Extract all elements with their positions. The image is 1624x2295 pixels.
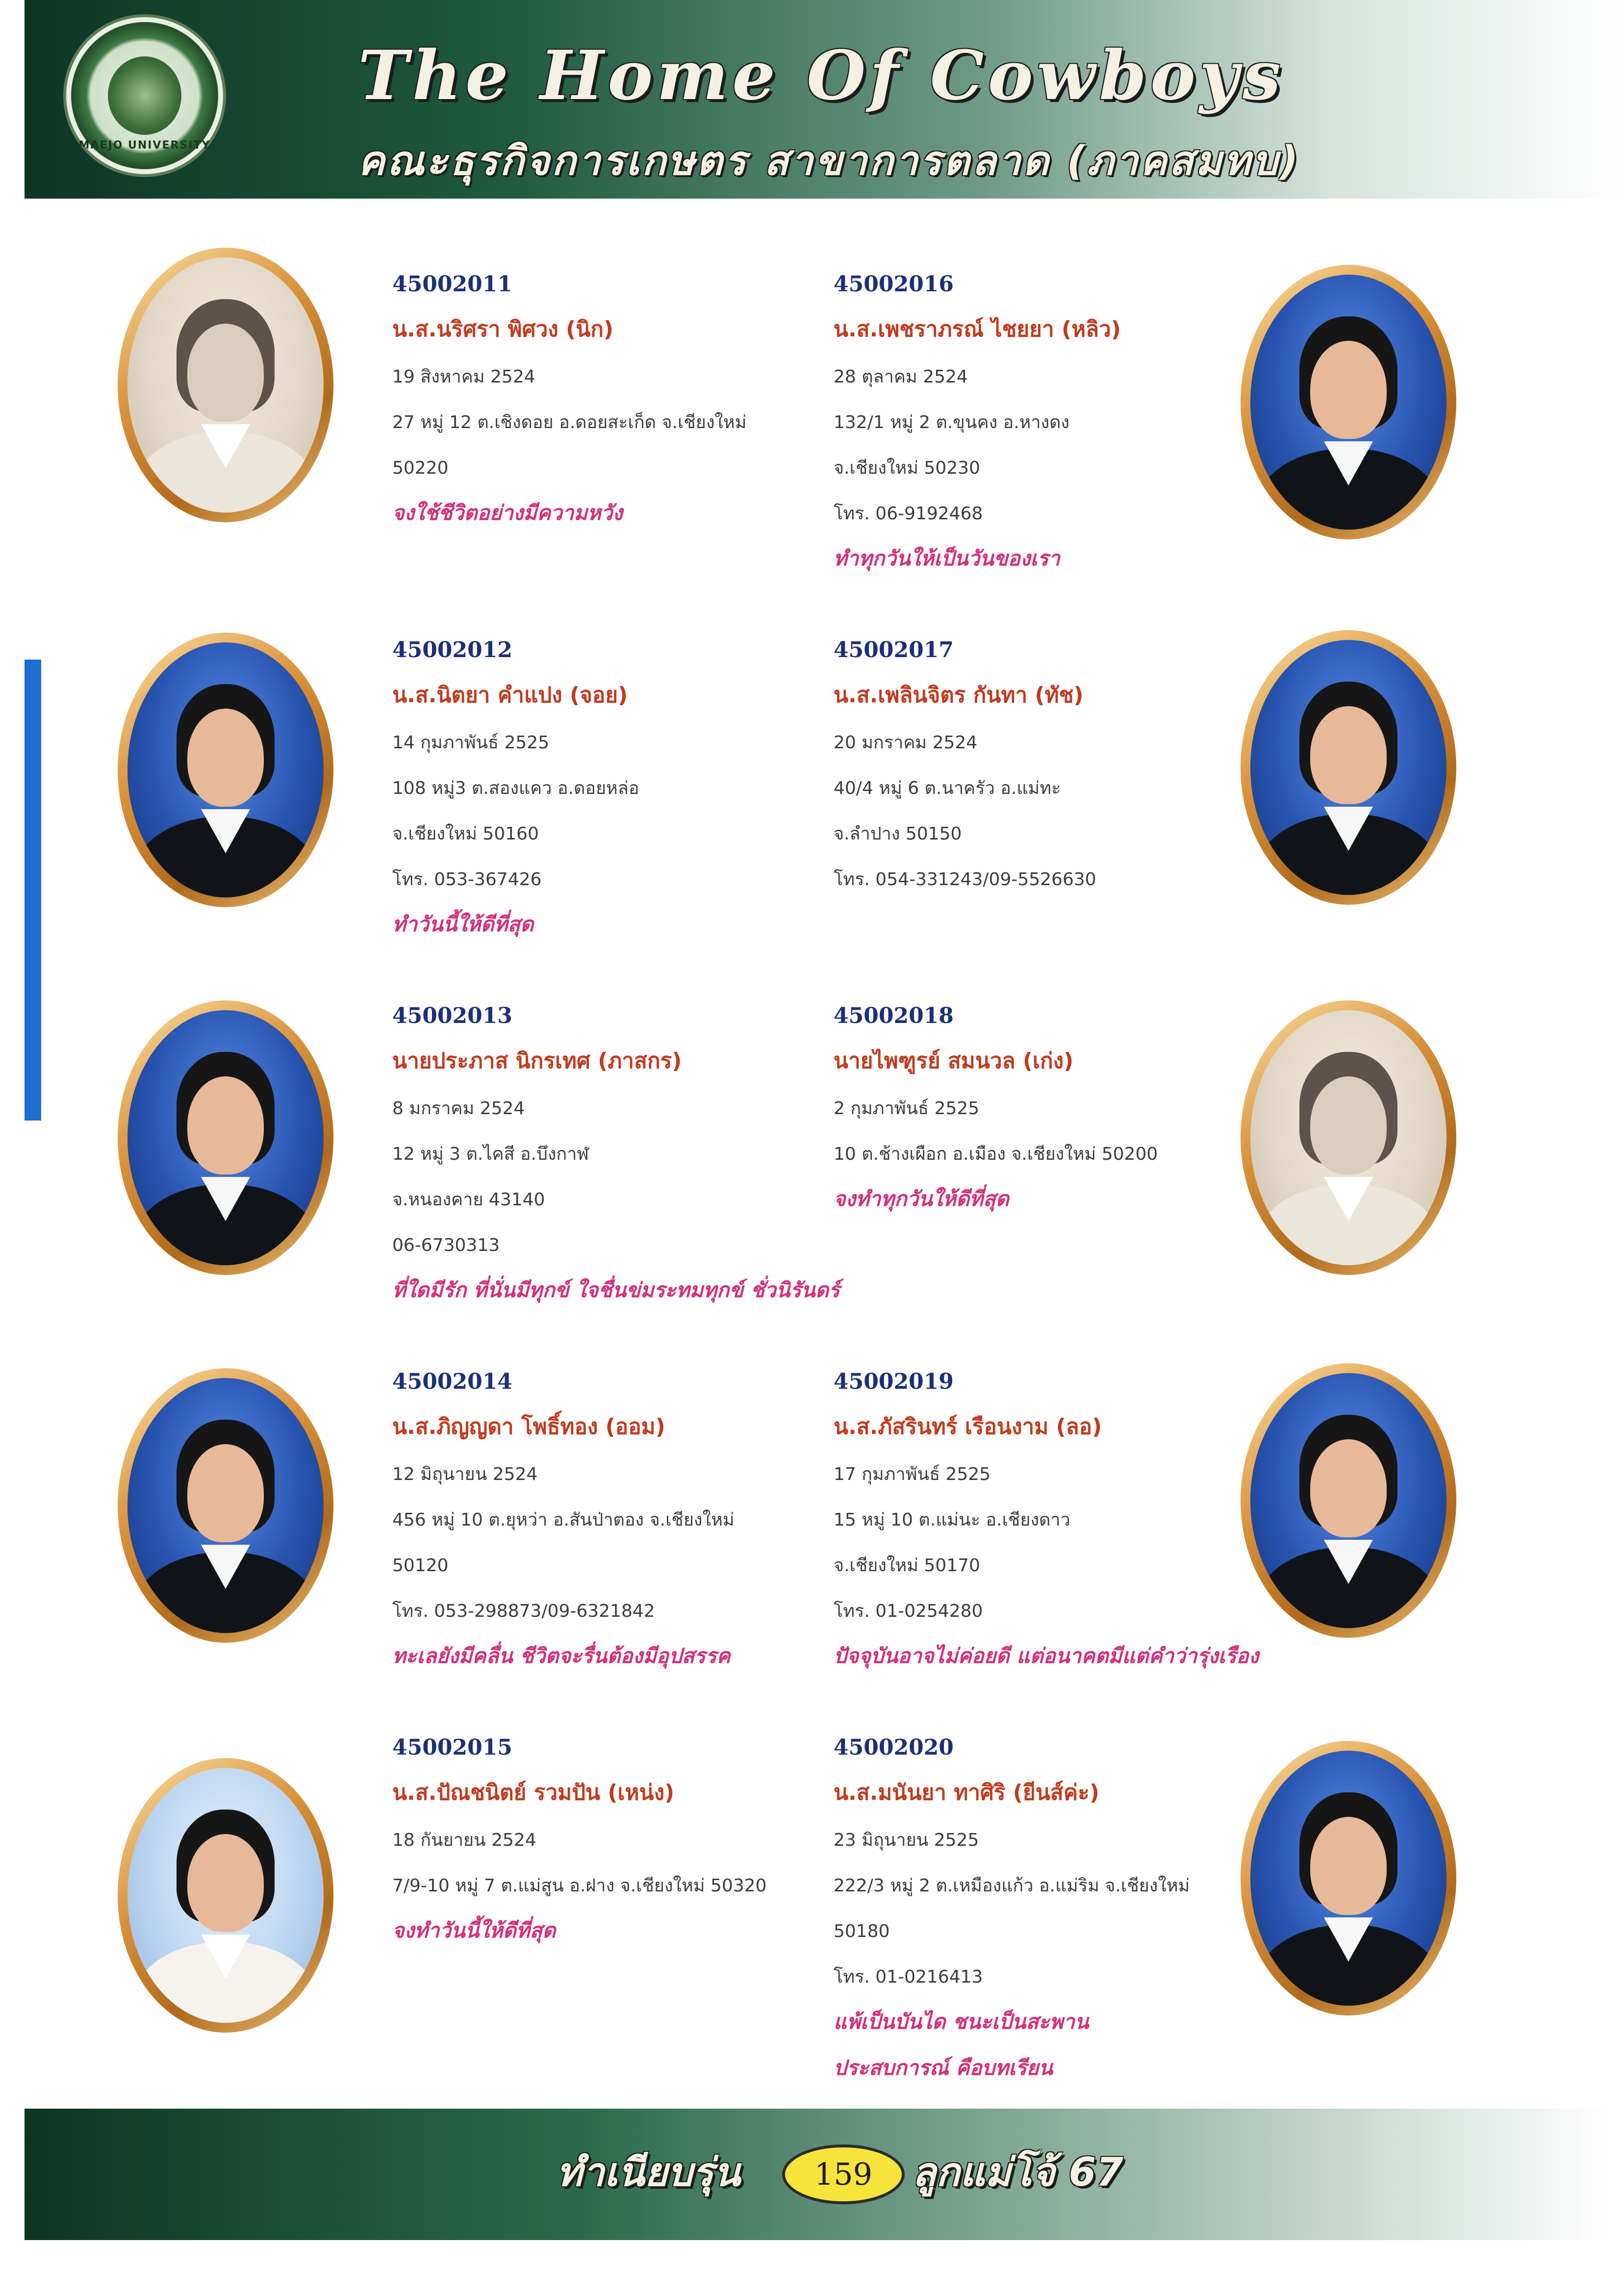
student-detail-line: 456 หมู่ 10 ต.ยุหว่า อ.สันป่าตอง จ.เชียงใหม่ (392, 1510, 735, 1530)
student-photo (127, 1010, 324, 1265)
student-detail-line: 15 หมู่ 10 ต.แม่นะ อ.เชียงดาว (834, 1510, 1070, 1530)
footer-yearbook-title: ทำเนียบรุ่น (557, 2149, 740, 2195)
student-entry (392, 1371, 824, 1666)
student-name: น.ส.ปัณชนิตย์ รวมปัน (เหน่ง) (392, 1780, 675, 1805)
portrait-frame (1241, 265, 1456, 539)
portrait-frame (1241, 1000, 1456, 1275)
student-name: น.ส.ภิญญดา โพธิ์ทอง (ออม) (392, 1414, 665, 1439)
student-detail-line: จ.เชียงใหม่ 50170 (834, 1556, 980, 1576)
student-detail-line: จ.เชียงใหม่ 50230 (834, 458, 980, 478)
university-logo-icon (71, 22, 218, 169)
student-name: นายประภาส นิกรเทศ (ภาสกร) (392, 1048, 682, 1073)
student-id: 45002017 (834, 638, 954, 663)
student-entry (392, 1737, 824, 1941)
student-motto: จงทำทุกวันให้ดีที่สุด (834, 1187, 1009, 1211)
student-photo (1250, 275, 1446, 530)
student-name: นายไพฑูรย์ สมนวล (เก่ง) (834, 1048, 1074, 1073)
student-name: น.ส.ภัสรินทร์ เรือนงาม (ลอ) (834, 1414, 1102, 1439)
portrait-frame (118, 1758, 333, 2033)
student-entry (834, 1371, 1265, 1666)
student-detail-line: 50180 (834, 1921, 890, 1941)
student-entry (834, 1737, 1265, 2078)
student-detail-line: จ.เชียงใหม่ 50160 (392, 824, 539, 844)
student-entry (392, 1003, 840, 1302)
student-detail-line: โทร. 01-0216413 (834, 1967, 983, 1987)
student-birthdate: 20 มกราคม 2524 (834, 733, 978, 753)
side-accent-bar (25, 660, 41, 1121)
student-detail-line: 132/1 หมู่ 2 ต.ขุนคง อ.หางดง (834, 412, 1070, 433)
portrait-frame (1241, 630, 1456, 905)
student-photo (127, 257, 324, 512)
student-detail-line: 50220 (392, 458, 449, 478)
student-photo (1250, 1010, 1446, 1265)
student-id: 45002015 (392, 1735, 512, 1760)
student-motto: แพ้เป็นบันได ชนะเป็นสะพาน (834, 2010, 1089, 2034)
student-birthdate: 14 กุมภาพันธ์ 2525 (392, 733, 550, 753)
portrait-frame (118, 633, 333, 907)
student-name: น.ส.นริศรา พิศวง (นิก) (392, 317, 614, 342)
portrait-frame (118, 248, 333, 522)
student-motto: ทำทุกวันให้เป็นวันของเรา (834, 546, 1060, 570)
student-entry (834, 274, 1265, 569)
student-photo (127, 1378, 324, 1633)
student-birthdate: 19 สิงหาคม 2524 (392, 367, 535, 387)
page-header (25, 0, 1623, 199)
student-id: 45002012 (392, 638, 512, 663)
student-photo (1250, 640, 1446, 895)
student-name: น.ส.เพลินจิตร กันทา (ทัช) (834, 683, 1084, 708)
student-detail-line: 40/4 หมู่ 6 ต.นาครัว อ.แม่ทะ (834, 778, 1061, 798)
page-title: The Home Of Cowboys (358, 35, 1285, 115)
student-id: 45002013 (392, 1003, 512, 1028)
student-detail-line: 108 หมู่3 ต.สองแคว อ.ดอยหล่อ (392, 778, 639, 798)
page-footer (25, 2109, 1608, 2240)
student-birthdate: 8 มกราคม 2524 (392, 1098, 525, 1119)
student-detail-line: 12 หมู่ 3 ต.ไคสี อ.บึงกาฬ (392, 1144, 589, 1164)
portrait-frame (1241, 1363, 1456, 1638)
student-motto: จงทำวันนี้ให้ดีที่สุด (392, 1918, 556, 1942)
student-motto: ทำวันนี้ให้ดีที่สุด (392, 912, 534, 936)
student-id: 45002016 (834, 272, 954, 297)
student-birthdate: 2 กุมภาพันธ์ 2525 (834, 1098, 980, 1119)
student-detail-line: โทร. 053-367426 (392, 869, 542, 890)
student-entry (392, 274, 824, 523)
logo-emblem (108, 56, 181, 135)
student-id: 45002014 (392, 1369, 512, 1394)
student-photo (1250, 1373, 1446, 1628)
student-id: 45002020 (834, 1735, 954, 1760)
student-detail-line: 10 ต.ช้างเผือก อ.เมือง จ.เชียงใหม่ 50200 (834, 1144, 1158, 1164)
page-number: 159 (782, 2144, 905, 2204)
portrait-frame (118, 1368, 333, 1643)
portrait-frame (118, 1000, 333, 1275)
student-detail-line: 50120 (392, 1556, 449, 1576)
student-name: น.ส.มนันยา ทาศิริ (ยีนส์ค่ะ) (834, 1780, 1099, 1805)
student-motto: จงใช้ชีวิตอย่างมีความหวัง (392, 501, 623, 525)
footer-class-name: ลูกแม่โจ้ 67 (912, 2149, 1123, 2195)
student-detail-line: โทร. 06-9192468 (834, 504, 983, 524)
student-motto: ที่ใดมีรัก ที่นั่นมีทุกข์ ใจชื่นข่มระทมทุกข์ ชั่วนิรันดร์ (392, 1278, 840, 1302)
student-detail-line: 27 หมู่ 12 ต.เชิงดอย อ.ดอยสะเก็ด จ.เชียงใหม่ (392, 412, 747, 433)
student-detail-line: โทร. 01-0254280 (834, 1601, 983, 1621)
student-name: น.ส.เพชราภรณ์ ไชยยา (หลิว) (834, 317, 1121, 342)
student-motto: ทะเลยังมีคลื่น ชีวิตจะรื่นต้องมีอุปสรรค (392, 1644, 731, 1668)
student-entry (834, 1005, 1265, 1209)
student-birthdate: 18 กันยายน 2524 (392, 1830, 536, 1850)
student-detail-line: จ.ลำปาง 50150 (834, 824, 962, 844)
student-detail-line: โทร. 054-331243/09-5526630 (834, 869, 1096, 890)
student-id: 45002011 (392, 272, 512, 297)
page-subtitle: คณะธุรกิจการเกษตร สาขาการตลาด (ภาคสมทบ) (358, 138, 1300, 184)
student-entry (392, 639, 824, 935)
student-photo (127, 642, 324, 897)
student-motto: ประสบการณ์ คือบทเรียน (834, 2056, 1053, 2080)
student-detail-line: 7/9-10 หมู่ 7 ต.แม่สูน อ.ฝาง จ.เชียงใหม่ 50320 (392, 1876, 767, 1896)
logo-text: MAEJO UNIVERSITY (78, 139, 211, 152)
student-id: 45002019 (834, 1369, 954, 1394)
student-name: น.ส.นิตยา คำแปง (จอย) (392, 683, 628, 708)
student-birthdate: 17 กุมภาพันธ์ 2525 (834, 1464, 991, 1484)
student-birthdate: 28 ตุลาคม 2524 (834, 367, 968, 387)
student-detail-line: 222/3 หมู่ 2 ต.เหมืองแก้ว อ.แม่ริม จ.เชียงใหม่ (834, 1876, 1190, 1896)
student-photo (127, 1768, 324, 2023)
student-photo (1250, 1751, 1446, 2006)
student-motto: ปัจจุบันอาจไม่ค่อยดี แต่อนาคตมีแต่คำว่ารุ่งเรือง (834, 1644, 1259, 1668)
student-detail-line: จ.หนองคาย 43140 (392, 1190, 545, 1210)
student-birthdate: 23 มิถุนายน 2525 (834, 1830, 979, 1850)
portrait-frame (1241, 1741, 1456, 2015)
student-detail-line: 06-6730313 (392, 1235, 500, 1255)
student-id: 45002018 (834, 1003, 954, 1028)
student-entry (834, 639, 1265, 889)
student-birthdate: 12 มิถุนายน 2524 (392, 1464, 538, 1484)
student-detail-line: โทร. 053-298873/09-6321842 (392, 1601, 655, 1621)
